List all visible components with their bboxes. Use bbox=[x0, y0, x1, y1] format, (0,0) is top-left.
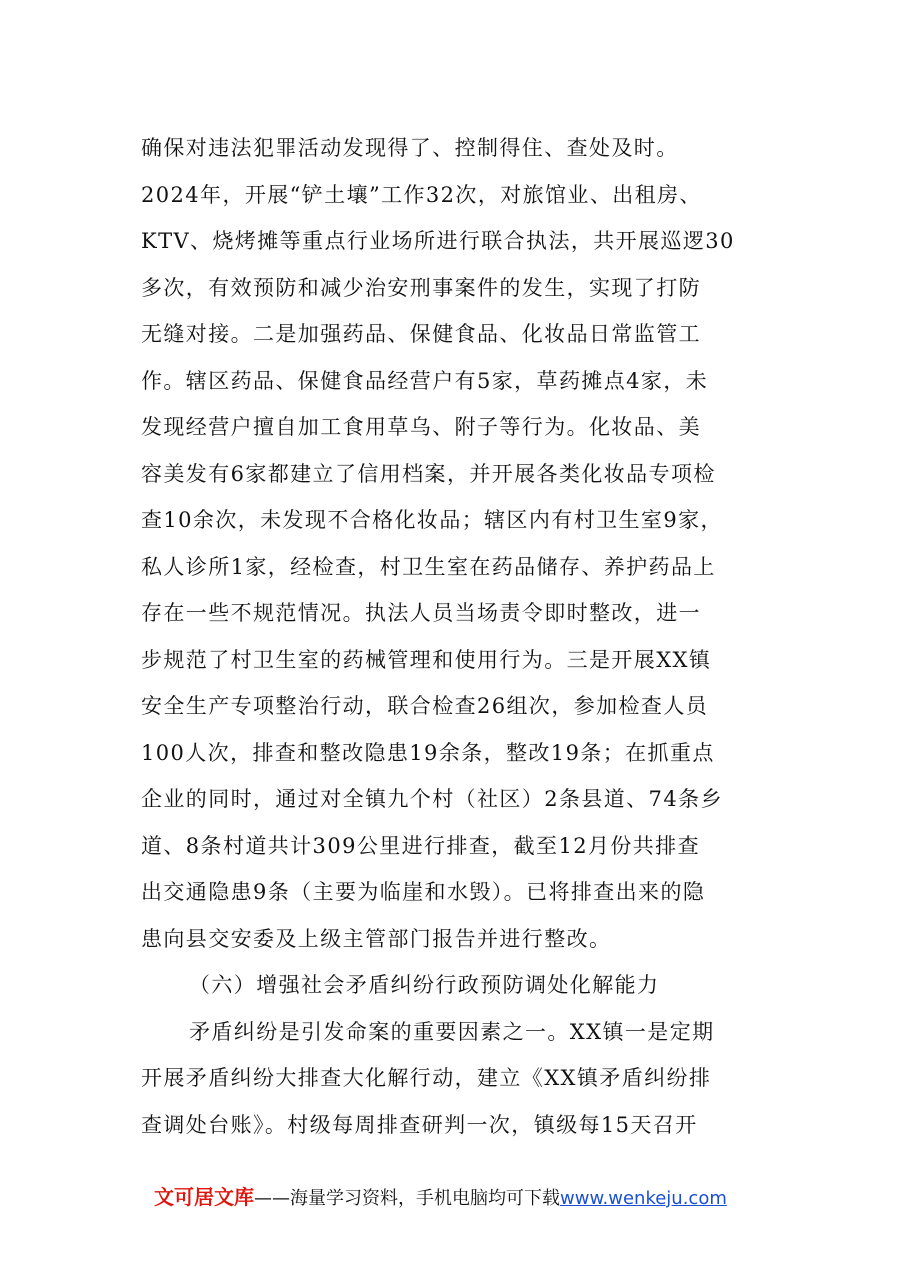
body-line: 患向县交安委及上级主管部门报告并进行整改。 bbox=[141, 926, 612, 951]
document-body bbox=[141, 125, 781, 1148]
body-line: KTV、烧烤摊等重点行业场所进行联合执法，共开展巡逻30 bbox=[141, 229, 735, 253]
body-line: 存在一些不规范情况。执法人员当场责令即时整改，进一 bbox=[141, 601, 701, 625]
body-line: 步规范了村卫生室的药械管理和使用行为。三是开展XX镇 bbox=[141, 647, 712, 672]
paragraph-line: 开展矛盾纠纷大排查大化解行动，建立《XX镇矛盾纠纷排 bbox=[141, 1066, 712, 1090]
footer-brand: 文可居文库 bbox=[154, 1185, 254, 1209]
body-line: 企业的同时，通过对全镇九个村（社区）2条县道、74条乡 bbox=[141, 787, 723, 811]
footer-banner bbox=[154, 1183, 774, 1211]
body-line: 确保对违法犯罪活动发现得了、控制得住、查处及时。 bbox=[141, 136, 679, 160]
body-line: 出交通隐患9条（主要为临崖和水毁）。已将排查出来的隐 bbox=[141, 880, 706, 904]
footer-tagline: 海量学习资料，手机电脑均可下载 bbox=[290, 1188, 560, 1209]
footer-link[interactable]: www.wenkeju.com bbox=[560, 1188, 727, 1209]
body-line: 多次，有效预防和减少治安刑事案件的发生，实现了打防 bbox=[141, 275, 701, 300]
paragraph-line: 矛盾纠纷是引发命案的重要因素之一。XX镇一是定期 bbox=[189, 1019, 715, 1044]
body-line: 100人次，排查和整改隐患19余条，整改19条；在抓重点 bbox=[141, 740, 715, 765]
body-line: 查10余次，未发现不合格化妆品；辖区内有村卫生室9家， bbox=[141, 508, 723, 532]
body-line: 道、8条村道共计309公里进行排查，截至12月份共排查 bbox=[141, 833, 700, 858]
body-line: 容美发有6家都建立了信用档案，并开展各类化妆品专项检 bbox=[141, 461, 716, 486]
body-line: 无缝对接。二是加强药品、保健食品、化妆品日常监管工 bbox=[141, 322, 701, 346]
body-line: 私人诊所1家，经检查，村卫生室在药品储存、养护药品上 bbox=[141, 554, 716, 579]
body-line: 2024年，开展“铲土壤”工作32次，对旅馆业、出租房、 bbox=[141, 182, 702, 207]
footer-separator: —— bbox=[254, 1188, 290, 1209]
section-heading: （六）增强社会矛盾纠纷行政预防调处化解能力 bbox=[189, 973, 660, 997]
body-line: 安全生产专项整治行动，联合检查26组次，参加检查人员 bbox=[141, 694, 709, 718]
paragraph-line: 查调处台账》。村级每周排查研判一次，镇级每15天召开 bbox=[141, 1112, 698, 1137]
body-line: 发现经营户擅自加工食用草乌、附子等行为。化妆品、美 bbox=[141, 415, 701, 439]
body-line: 作。辖区药品、保健食品经营户有5家，草药摊点4家，未 bbox=[141, 368, 709, 393]
